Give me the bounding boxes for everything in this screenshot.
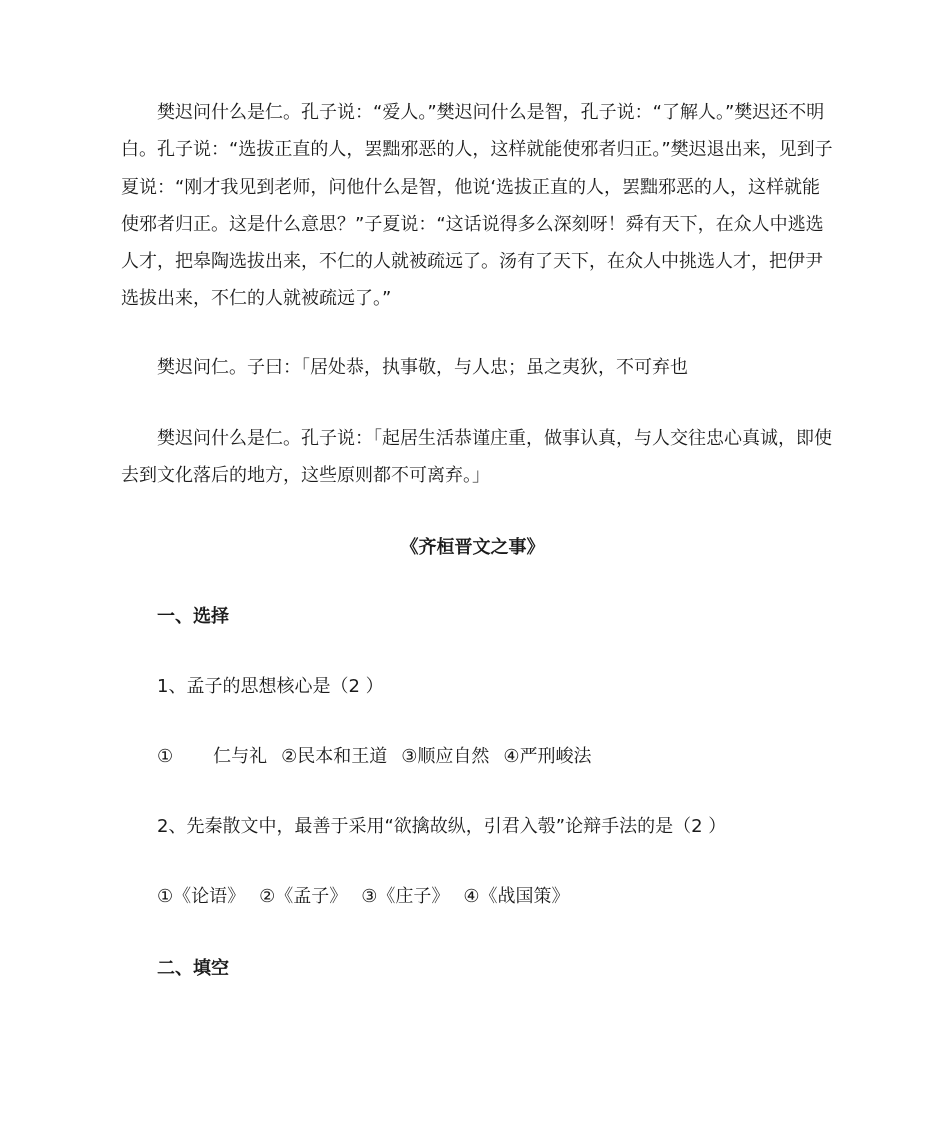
part1-heading: 一、选择 [157,606,229,627]
paragraph-fanchi-wen-ren: 樊迟问仁。子曰：「居处恭，执事敬，与人忠；虽之夷狄，不可弃也 [157,357,688,378]
part2-heading: 二、填空 [157,958,229,979]
question-1-options [157,744,592,770]
question-2-options [157,884,570,910]
q1-option-1-marker: ① [157,746,174,767]
q2-option-3: ③《庄子》 [361,886,450,907]
q2-option-2: ②《孟子》 [259,886,348,907]
q2-option-4: ④《战国策》 [463,886,570,907]
question-1: 1、孟子的思想核心是（2 ） [157,676,384,697]
section-title: 《齐桓晋文之事》 [400,537,545,558]
q1-option-2: ②民本和王道 [281,746,388,767]
question-2: 2、先秦散文中，最善于采用“欲擒故纵，引君入彀”论辩手法的是（2 ） [157,816,727,837]
q1-option-1: 仁与礼 [213,746,268,767]
paragraph-fanchi-translation: 樊迟问什么是仁。孔子说：「起居生活恭谨庄重，做事认真，与人交往忠心真诚，即使去到文化落后的地方，这些原则都不可离弃。」 [121,428,832,487]
q2-option-1: ①《论语》 [157,886,246,907]
q1-option-4: ④严刑峻法 [503,746,592,767]
paragraph-fanchi-ren-zhi: 樊迟问什么是仁。孔子说：“爱人。”樊迟问什么是智，孔子说：“了解人。”樊迟还不明白。孔子说：“选拔正直的人，罢黜邪恶的人，这样就能使邪者归正。”樊迟退出来，见到子夏说：“刚才我见到老师，问他什么是智，他说‘选拔正直的人，罢黜邪恶的人，这样就能使邪者归正。这是什么意思？”子夏说：“这话说得多么深刻呀！舜有天下，在众人中逃选人才，把皋陶选拔出来，不仁的人就被疏远了。汤有了天下，在众人中挑选人才，把伊尹选拔出来，不仁的人就被疏远了。” [121,102,833,310]
q1-option-3: ③顺应自然 [401,746,490,767]
